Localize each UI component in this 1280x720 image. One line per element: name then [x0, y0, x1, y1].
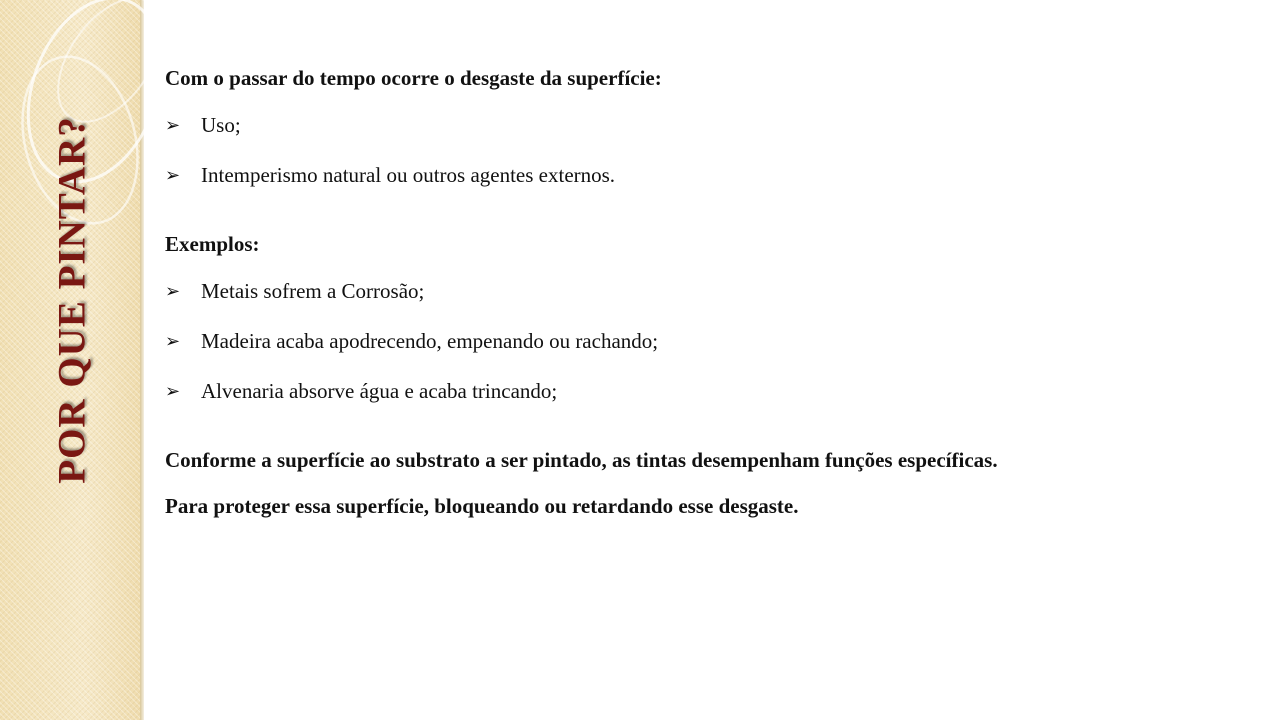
arrow-bullet-icon: ➢ — [165, 381, 181, 401]
examples-heading: Exemplos: — [165, 232, 260, 256]
arrow-bullet-icon: ➢ — [165, 281, 181, 301]
list-item — [165, 266, 1217, 316]
bullet-text: Madeira acaba apodrecendo, empenando ou rachando; — [201, 329, 659, 353]
slide-title: POR QUE PINTAR? — [50, 116, 94, 484]
slide-content — [165, 56, 1217, 526]
intro-heading: Com o passar do tempo ocorre o desgaste da superfície: — [165, 66, 662, 90]
bullet-text: Intemperismo natural ou outros agentes externos. — [201, 163, 616, 187]
conclusion-paragraph: Conforme a superfície ao substrato a ser pintado, as tintas desempenham funções específicas. — [165, 448, 998, 472]
list-item — [165, 150, 1217, 200]
list-item — [165, 316, 1217, 366]
list-item — [165, 366, 1217, 416]
bullet-text: Alvenaria absorve água e acaba trincando; — [201, 379, 558, 403]
arrow-bullet-icon: ➢ — [165, 165, 181, 185]
closing-sentence: Para proteger essa superfície, bloqueando ou retardando esse desgaste. — [165, 494, 799, 518]
intro-bullet-list — [165, 100, 1217, 200]
arrow-bullet-icon: ➢ — [165, 331, 181, 351]
examples-bullet-list — [165, 266, 1217, 416]
bullet-text: Metais sofrem a Corrosão; — [201, 279, 425, 303]
arrow-bullet-icon: ➢ — [165, 115, 181, 135]
bullet-text: Uso; — [201, 113, 241, 137]
list-item — [165, 100, 1217, 150]
